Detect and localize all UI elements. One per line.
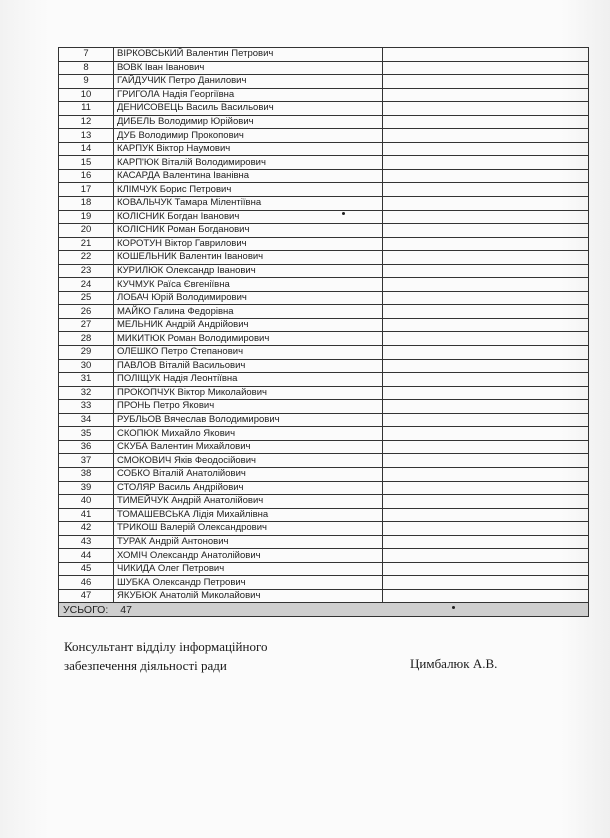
deputy-name: ЧИКИДА Олег Петрович [114, 562, 383, 576]
position-line-2: забезпечення діяльності ради [64, 658, 227, 673]
signature-cell [383, 373, 589, 387]
table-row [59, 183, 589, 197]
deputy-name: КАРП'ЮК Віталій Володимирович [114, 156, 383, 170]
deputy-name: СКОПЮК Михайло Якович [114, 427, 383, 441]
deputy-name: ПРОКОПЧУК Віктор Миколайович [114, 386, 383, 400]
signature-cell [383, 61, 589, 75]
signature-cell [383, 318, 589, 332]
row-number: 10 [59, 88, 114, 102]
deputy-name: ЯКУБЮК Анатолій Миколайович [114, 589, 383, 603]
signature-name: Цимбалюк А.В. [410, 656, 498, 671]
deputy-name: ТУРАК Андрій Антонович [114, 535, 383, 549]
row-number: 30 [59, 359, 114, 373]
deputy-name: ШУБКА Олександр Петрович [114, 576, 383, 590]
signature-cell [383, 48, 589, 62]
table-row [59, 318, 589, 332]
deputy-name: КАРПУК Віктор Наумович [114, 142, 383, 156]
signature-cell [383, 210, 589, 224]
signature-cell [383, 75, 589, 89]
table-row [59, 589, 589, 603]
signature-cell [383, 467, 589, 481]
table-row [59, 332, 589, 346]
table-row [59, 467, 589, 481]
signature-cell [383, 291, 589, 305]
row-number: 26 [59, 305, 114, 319]
row-number: 37 [59, 454, 114, 468]
signature-cell [383, 224, 589, 238]
row-number: 45 [59, 562, 114, 576]
table-row [59, 102, 589, 116]
signature-cell [383, 332, 589, 346]
table-row [59, 237, 589, 251]
signature-cell [383, 169, 589, 183]
deputy-name: КУЧМУК Раїса Євгеніївна [114, 278, 383, 292]
row-number: 32 [59, 386, 114, 400]
signature-cell [383, 305, 589, 319]
deputy-name: КОВАЛЬЧУК Тамара Мілентіївна [114, 197, 383, 211]
deputy-name: ХОМІЧ Олександр Анатолійович [114, 549, 383, 563]
row-number: 14 [59, 142, 114, 156]
row-number: 19 [59, 210, 114, 224]
row-number: 13 [59, 129, 114, 143]
row-number: 7 [59, 48, 114, 62]
row-number: 23 [59, 264, 114, 278]
scan-speck [342, 212, 345, 215]
row-number: 42 [59, 522, 114, 536]
deputy-name: ПРОНЬ Петро Якович [114, 400, 383, 414]
deputy-name: ГАЙДУЧИК Петро Данилович [114, 75, 383, 89]
row-number: 36 [59, 440, 114, 454]
signature-cell [383, 522, 589, 536]
scan-speck [452, 606, 455, 609]
deputy-name: КОЛІСНИК Богдан Іванович [114, 210, 383, 224]
deputies-table [58, 47, 589, 617]
deputy-name: КОЛІСНИК Роман Богданович [114, 224, 383, 238]
signature-cell [383, 427, 589, 441]
row-number: 33 [59, 400, 114, 414]
row-number: 21 [59, 237, 114, 251]
deputy-name: СТОЛЯР Василь Андрійович [114, 481, 383, 495]
row-number: 46 [59, 576, 114, 590]
table-row [59, 562, 589, 576]
table-row [59, 75, 589, 89]
signature-cell [383, 454, 589, 468]
signature-cell [383, 535, 589, 549]
deputy-name: КУРИЛЮК Олександр Іванович [114, 264, 383, 278]
footer-position [64, 637, 267, 675]
signature-cell [383, 129, 589, 143]
deputy-name: ОЛЕШКО Петро Степанович [114, 346, 383, 360]
table-row [59, 495, 589, 509]
table-row [59, 400, 589, 414]
table-row [59, 386, 589, 400]
table-row [59, 129, 589, 143]
table-row [59, 156, 589, 170]
deputy-name: КЛІМЧУК Борис Петрович [114, 183, 383, 197]
signature-cell [383, 197, 589, 211]
table-row [59, 291, 589, 305]
deputy-name: ТРИКОШ Валерій Олександрович [114, 522, 383, 536]
table-row [59, 88, 589, 102]
signature-cell [383, 115, 589, 129]
row-number: 41 [59, 508, 114, 522]
table-body [59, 48, 589, 617]
deputy-name: ВОВК Іван Іванович [114, 61, 383, 75]
signature-cell [383, 102, 589, 116]
deputy-name: КАСАРДА Валентина Іванівна [114, 169, 383, 183]
table-row [59, 359, 589, 373]
deputy-name: ВІРКОВСЬКИЙ Валентин Петрович [114, 48, 383, 62]
signature-cell [383, 440, 589, 454]
deputy-name: СМОКОВИЧ Яків Феодосійович [114, 454, 383, 468]
table-row [59, 535, 589, 549]
table-row [59, 251, 589, 265]
deputy-name: РУБЛЬОВ Вячеслав Володимирович [114, 413, 383, 427]
deputy-name: СОБКО Віталій Анатолійович [114, 467, 383, 481]
row-number: 24 [59, 278, 114, 292]
signature-cell [383, 400, 589, 414]
signature-cell [383, 278, 589, 292]
row-number: 9 [59, 75, 114, 89]
total-cell [59, 603, 589, 617]
signature-cell [383, 508, 589, 522]
signature-cell [383, 386, 589, 400]
deputy-name: КОРОТУН Віктор Гаврилович [114, 237, 383, 251]
row-number: 25 [59, 291, 114, 305]
deputy-name: ПОЛІЩУК Надія Леонтіївна [114, 373, 383, 387]
table-row [59, 481, 589, 495]
row-number: 35 [59, 427, 114, 441]
signature-cell [383, 359, 589, 373]
row-number: 28 [59, 332, 114, 346]
table-row [59, 508, 589, 522]
row-number: 31 [59, 373, 114, 387]
row-number: 43 [59, 535, 114, 549]
table-row [59, 169, 589, 183]
table-row [59, 576, 589, 590]
signature-cell [383, 576, 589, 590]
row-number: 27 [59, 318, 114, 332]
signature-cell [383, 183, 589, 197]
table-row [59, 278, 589, 292]
row-number: 20 [59, 224, 114, 238]
table-row [59, 413, 589, 427]
row-number: 22 [59, 251, 114, 265]
table-row [59, 210, 589, 224]
row-number: 29 [59, 346, 114, 360]
table-row [59, 440, 589, 454]
table-row [59, 522, 589, 536]
row-number: 11 [59, 102, 114, 116]
table-row [59, 264, 589, 278]
signature-cell [383, 589, 589, 603]
table-row [59, 224, 589, 238]
total-label: УСЬОГО: [63, 603, 109, 616]
table-row [59, 48, 589, 62]
table-row [59, 305, 589, 319]
total-row [59, 603, 589, 617]
row-number: 39 [59, 481, 114, 495]
table-row [59, 373, 589, 387]
table-row [59, 346, 589, 360]
signature-cell [383, 88, 589, 102]
position-line-1: Консультант відділу інформаційного [64, 639, 268, 654]
signature-cell [383, 495, 589, 509]
row-number: 38 [59, 467, 114, 481]
deputy-name: МИКИТЮК Роман Володимирович [114, 332, 383, 346]
signature-cell [383, 562, 589, 576]
table-row [59, 197, 589, 211]
deputy-name: КОШЕЛЬНИК Валентин Іванович [114, 251, 383, 265]
row-number: 16 [59, 169, 114, 183]
signature-cell [383, 264, 589, 278]
deputy-name: ДЕНИСОВЕЦЬ Василь Васильович [114, 102, 383, 116]
deputy-name: ПАВЛОВ Віталій Васильович [114, 359, 383, 373]
table-row [59, 61, 589, 75]
total-value: 47 [120, 603, 132, 616]
signature-cell [383, 142, 589, 156]
deputy-name: МЕЛЬНИК Андрій Андрійович [114, 318, 383, 332]
deputy-name: ЛОБАЧ Юрій Володимирович [114, 291, 383, 305]
signature-cell [383, 251, 589, 265]
row-number: 34 [59, 413, 114, 427]
signature-cell [383, 156, 589, 170]
row-number: 47 [59, 589, 114, 603]
deputy-name: ДИБЕЛЬ Володимир Юрійович [114, 115, 383, 129]
row-number: 18 [59, 197, 114, 211]
table-row [59, 454, 589, 468]
deputy-name: СКУБА Валентин Михайлович [114, 440, 383, 454]
row-number: 8 [59, 61, 114, 75]
row-number: 44 [59, 549, 114, 563]
deputy-name: ГРИГОЛА Надія Георгіївна [114, 88, 383, 102]
signature-cell [383, 346, 589, 360]
table-row [59, 115, 589, 129]
row-number: 12 [59, 115, 114, 129]
deputy-name: ТИМЕЙЧУК Андрій Анатолійович [114, 495, 383, 509]
row-number: 17 [59, 183, 114, 197]
signature-cell [383, 413, 589, 427]
row-number: 15 [59, 156, 114, 170]
table-row [59, 549, 589, 563]
row-number: 40 [59, 495, 114, 509]
signature-cell [383, 481, 589, 495]
deputy-name: МАЙКО Галина Федорівна [114, 305, 383, 319]
signature-cell [383, 237, 589, 251]
table-row [59, 142, 589, 156]
deputy-name: ТОМАШЕВСЬКА Лідія Михайлівна [114, 508, 383, 522]
signature-cell [383, 549, 589, 563]
deputy-name: ДУБ Володимир Прокопович [114, 129, 383, 143]
table-row [59, 427, 589, 441]
